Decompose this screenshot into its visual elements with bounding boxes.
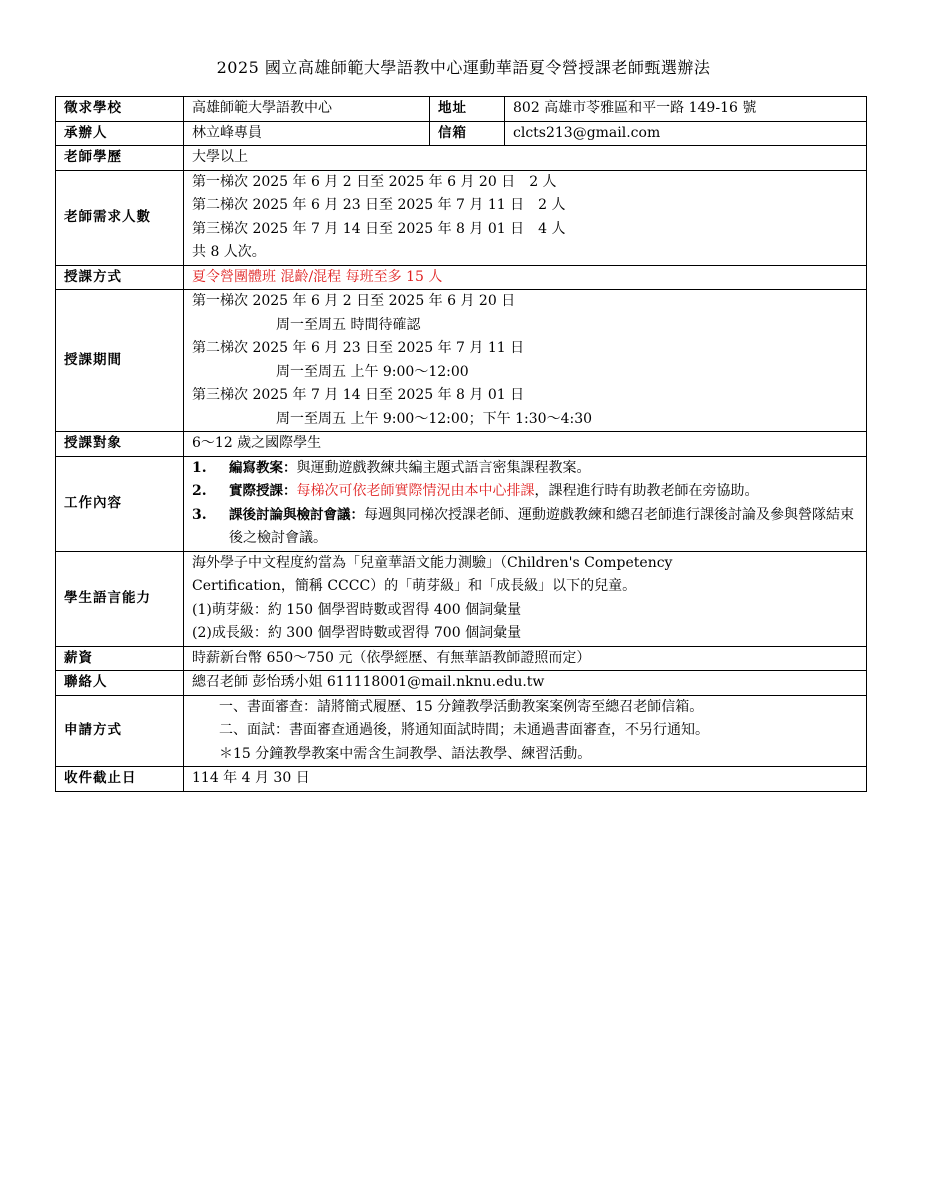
batch2-date: 第二梯次 2025 年 6 月 23 日至 2025 年 7 月 11 日 [192,340,525,356]
batch2-time: 周一至周五 上午 9:00～12:00 [276,363,469,380]
language-ability-label: 學生語言能力 [56,551,184,646]
duty-item [192,457,858,481]
education-label: 老師學歷 [56,146,184,171]
email-value: clcts213@gmail.com [505,121,867,146]
school-value: 高雄師範大學語教中心 [184,97,430,122]
organizer-label: 承辦人 [56,121,184,146]
deadline-row [56,767,867,792]
recruitment-table [55,96,867,792]
email-label: 信箱 [430,121,505,146]
application-value [184,695,867,767]
duty-title: 實際授課： [229,483,297,499]
teaching-mode-value: 夏令營團體班 混齡/混程 每班至多 15 人 [184,265,867,290]
headcount-line: 第二梯次 2025 年 6 月 23 日至 2025 年 7 月 11 日 2 人 [192,197,566,213]
page-title: 2025 國立高雄師範大學語教中心運動華語夏令營授課老師甄選辦法 [216,58,711,77]
teaching-mode-label: 授課方式 [56,265,184,290]
duty-text: 與運動遊戲教練共編主題式語言密集課程教案。 [296,459,591,476]
school-label: 徵求學校 [56,97,184,122]
duties-row [56,456,867,551]
teaching-period-label: 授課期間 [56,290,184,432]
target-label: 授課對象 [56,432,184,457]
headcount-total: 共 8 人次。 [192,244,266,260]
teaching-period-row [56,290,867,432]
duties-value [184,456,867,551]
language-ability-line: Certification，簡稱 CCCC）的「萌芽級」和「成長級」以下的兒童。 [192,578,637,594]
education-value: 大學以上 [184,146,867,171]
batch3-date: 第三梯次 2025 年 7 月 14 日至 2025 年 8 月 01 日 [192,387,525,403]
duties-label: 工作內容 [56,456,184,551]
application-step: 一、書面審查：請將簡式履歷、15 分鐘教學活動教案案例寄至總召老師信箱。 [219,698,704,715]
address-label: 地址 [430,97,505,122]
application-note: ＊15 分鐘教學教案中需含生詞教學、語法教學、練習活動。 [219,745,592,762]
duty-title: 課後討論與檢討會議： [229,506,364,523]
teaching-period-value [184,290,867,432]
duty-text: 每週與同梯次授課老師、運動遊戲教練和總召老師進行課後討論及參與營隊結束後之檢討會議。 [229,506,854,546]
duty-title: 編寫教案： [229,459,297,476]
language-ability-value [184,551,867,646]
address-value: 802 高雄市苓雅區和平一路 149-16 號 [505,97,867,122]
headcount-line: 第一梯次 2025 年 6 月 2 日至 2025 年 6 月 20 日 2 人 [192,173,557,190]
school-row [56,97,867,122]
application-step: 二、面試：書面審查通過後，將通知面試時間；未通過書面審查，不另行通知。 [219,722,709,738]
duty-item [192,504,858,551]
teaching-mode-row [56,265,867,290]
application-label: 申請方式 [56,695,184,767]
headcount-row [56,170,867,265]
duty-item [192,480,858,504]
language-ability-line: 海外學子中文程度約當為「兒童華語文能力測驗」（Children's Competency [192,554,673,571]
target-value: 6～12 歲之國際學生 [184,432,867,457]
batch1-time: 周一至周五 時間待確認 [276,316,421,333]
salary-row [56,646,867,671]
organizer-row [56,121,867,146]
duty-number: 2. [192,483,207,499]
headcount-line: 第三梯次 2025 年 7 月 14 日至 2025 年 8 月 01 日 4 人 [192,220,566,237]
contact-value: 總召老師 彭怡琇小姐 611118001@mail.nknu.edu.tw [184,671,867,696]
duty-text: ，課程進行時有助教老師在旁協助。 [534,483,759,499]
contact-row [56,671,867,696]
headcount-label: 老師需求人數 [56,170,184,265]
salary-value: 時薪新台幣 650～750 元（依學經歷、有無華語教師證照而定） [184,646,867,671]
duty-highlight: 每梯次可依老師實際情況由本中心排課 [296,483,535,499]
language-ability-row [56,551,867,646]
application-row [56,695,867,767]
headcount-value [184,170,867,265]
duty-number: 1. [192,459,207,476]
organizer-value: 林立峰專員 [184,121,430,146]
language-ability-line: (1)萌芽級：約 150 個學習時數或習得 400 個詞彙量 [192,601,522,618]
duty-number: 3. [192,506,207,523]
salary-label: 薪資 [56,646,184,671]
batch3-time: 周一至周五 上午 9:00～12:00；下午 1:30～4:30 [276,410,593,427]
deadline-label: 收件截止日 [56,767,184,792]
language-ability-line: (2)成長級：約 300 個學習時數或習得 700 個詞彙量 [192,625,522,641]
batch1-date: 第一梯次 2025 年 6 月 2 日至 2025 年 6 月 20 日 [192,293,516,309]
deadline-value: 114 年 4 月 30 日 [184,767,867,792]
duties-list [192,457,858,551]
contact-label: 聯絡人 [56,671,184,696]
target-row [56,432,867,457]
education-row [56,146,867,171]
